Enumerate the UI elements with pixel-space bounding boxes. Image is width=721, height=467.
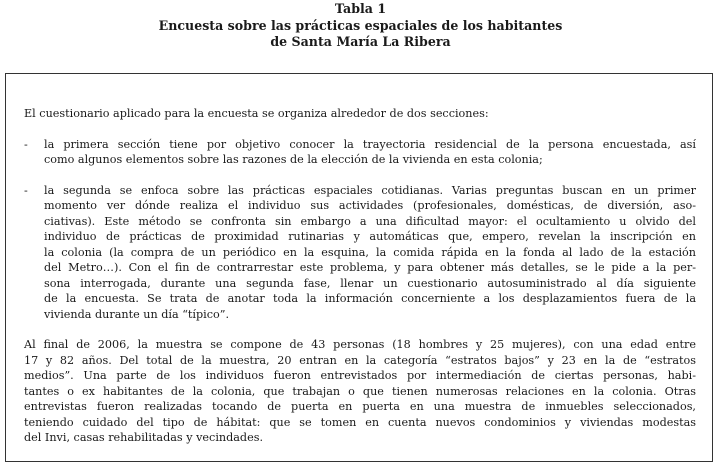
- table-title-line-1: Encuesta sobre las prácticas espaciales de los habitantes: [158, 17, 563, 33]
- bullet-2-line: de la encuesta. Se trata de anotar toda la información concerniente a los desplazamientos fuera de la: [44, 292, 696, 305]
- bullet-2-line: la segunda se enfoca sobre las prácticas espaciales cotidianas. Varias preguntas buscan en un primer: [44, 183, 696, 197]
- intro-paragraph: El cuestionario aplicado para la encuesta se organiza alrededor de dos secciones:: [24, 107, 489, 120]
- bullet-2-line: vivienda durante un día “típico”.: [44, 307, 230, 321]
- bullet-2-line: individuo de prácticas de proximidad rutinarias y automáticas que, empero, revelan la inscripción en: [44, 230, 696, 243]
- final-paragraph-line: del Invi, casas rehabilitadas y vecindades.: [24, 431, 264, 444]
- bullet-marker: -: [24, 183, 28, 197]
- final-paragraph-line: medios”. Una parte de los individuos fueron entrevistados por intermediación de ciertas personas, habi-: [24, 369, 696, 382]
- bullet-2-line: momento ver dónde realiza el individuo sus actividades (profesionales, domésticas, de diversión, aso-: [44, 199, 696, 212]
- bullet-marker: -: [24, 137, 28, 151]
- bullet-2-line: la colonia (la compra de un periódico en la esquina, la comida rápida en la fonda al lado de la estación: [44, 245, 696, 259]
- table-content: [24, 106, 696, 446]
- final-paragraph-line: entrevistas fueron realizadas tocando de puerta en puerta en una muestra de inmuebles seleccionados,: [24, 400, 696, 413]
- bullet-2-line: sona interrogada, durante una segunda fase, llenar un cuestionario autosuministrado al día siguiente: [44, 276, 696, 290]
- final-paragraph-line: tantes o ex habitantes de la colonia, que trabajan o que tienen numerosas relaciones en la colonia. Otras: [24, 384, 696, 398]
- table-number: Tabla 1: [334, 1, 387, 16]
- table-title: [0, 1, 721, 51]
- bullet-item-2: [24, 183, 696, 323]
- table-title-line-2: de Santa María La Ribera: [270, 34, 451, 49]
- bullet-item-1: [24, 137, 696, 168]
- bullet-2-line: del Metro…). Con el fin de contrarrestar este problema, y para obtener más detalles, se le pide a la per-: [44, 261, 696, 274]
- bullet-1-line: la primera sección tiene por objetivo conocer la trayectoria residencial de la persona encuestada, así: [44, 137, 696, 151]
- final-paragraph-line: 17 y 82 años. Del total de la muestra, 20 entran en la categoría “estratos bajos” y 23 en la de “estratos: [24, 353, 696, 367]
- bullet-2-line: ciativas). Este método se confronta sin embargo a una dificultad mayor: el ocultamiento u olvido del: [44, 214, 696, 228]
- final-paragraph: [24, 337, 696, 446]
- bullet-1-line: como algunos elementos sobre las razones de la elección de la vivienda en esta colonia;: [44, 153, 543, 166]
- final-paragraph-line: teniendo cuidado del tipo de hábitat: que se tomen en cuenta nuevos condominios y viviendas modestas: [24, 415, 696, 429]
- final-paragraph-line: Al final de 2006, la muestra se compone de 43 personas (18 hombres y 25 mujeres), con una edad entre: [24, 338, 696, 351]
